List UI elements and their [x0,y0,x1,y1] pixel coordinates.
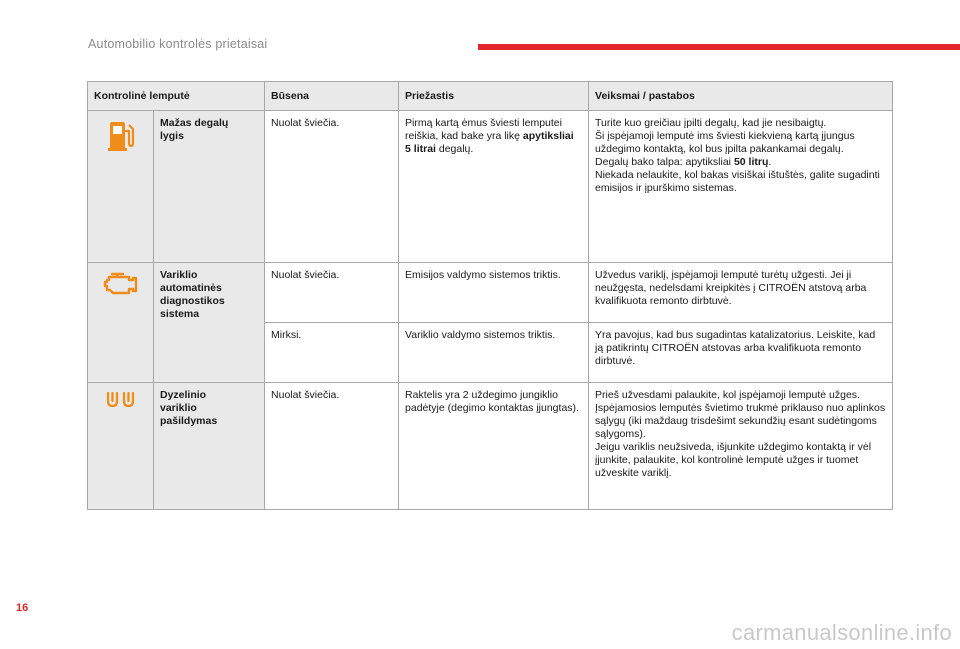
page-header-title: Automobilio kontrolės prietaisai [88,37,268,51]
glow-lamp-name: Dyzelinio variklio pašildymas [154,383,265,510]
engine-state-flashing: Mirksi. [265,323,399,383]
column-header-cause: Priežastis [399,82,589,111]
column-header-state: Būsena [265,82,399,111]
page-number: 16 [16,602,29,614]
table-row [88,383,893,510]
glow-plug-icon [105,400,137,412]
engine-icon-cell [88,263,154,383]
fuel-state: Nuolat šviečia. [265,111,399,263]
column-header-lamp: Kontrolinė lemputė [88,82,265,111]
fuel-cause: Pirmą kartą ėmus šviesti lemputei reiškia, kad bake yra likę apytiksliai 5 litrai degalų. [399,111,589,263]
engine-lamp-name: Variklio automatinės diagnostikos sistema [154,263,265,383]
engine-icon [103,288,139,300]
fuel-action: Turite kuo greičiau įpilti degalų, kad jie nesibaigtų. Ši įspėjamoji lemputė ims šviesti kiekvieną kartą įjungus uždegimo kontaktą, kol bus įpilta pakankamai degalų. Degalų bako talpa: apytiksliai 50 litrų. Niekada nelaukite, kol bakas visiškai ištuštės, galite sugadinti emisijos ir įpurškimo sistemas. [589,111,893,263]
engine-cause-steady: Emisijos valdymo sistemos triktis. [399,263,589,323]
fuel-lamp-name: Mažas degalų lygis [154,111,265,263]
table-row [88,111,893,263]
engine-action-steady: Užvedus variklį, įspėjamoji lemputė turėtų užgesti. Jei ji neužgęsta, nedelsdami kreipkitės į CITROËN atstovą arba kvalifikuota remonto dirbtuvė. [589,263,893,323]
fuel-pump-icon [106,144,136,156]
glow-state: Nuolat šviečia. [265,383,399,510]
warning-lights-table [87,81,893,510]
table-row [88,263,893,323]
glow-action: Prieš užvesdami palaukite, kol įspėjamoji lemputė užges. Įspėjamosios lemputės švietimo trukmė priklauso nuo aplinkos sąlygų (iki maždaug trisdešimt sekundžių esant sudėtingoms sąlygoms). Jeigu variklis neužsiveda, išjunkite uždegimo kontaktą ir vėl įjunkite, palaukite, kol kontrolinė lemputė užges ir tuomet užveskite variklį. [589,383,893,510]
table-header-row [88,82,893,111]
engine-action-flashing: Yra pavojus, kad bus sugadintas katalizatorius. Leiskite, kad ją patikrintų CITROËN atstovas arba kvalifikuota remonto dirbtuvė. [589,323,893,383]
header-accent-bar [478,44,960,50]
engine-cause-flashing: Variklio valdymo sistemos triktis. [399,323,589,383]
fuel-icon-cell [88,111,154,263]
engine-state-steady: Nuolat šviečia. [265,263,399,323]
column-header-action: Veiksmai / pastabos [589,82,893,111]
watermark-text: carmanualsonline.info [731,620,952,645]
glow-icon-cell [88,383,154,510]
glow-cause: Raktelis yra 2 uždegimo jungiklio padėtyje (degimo kontaktas įjungtas). [399,383,589,510]
